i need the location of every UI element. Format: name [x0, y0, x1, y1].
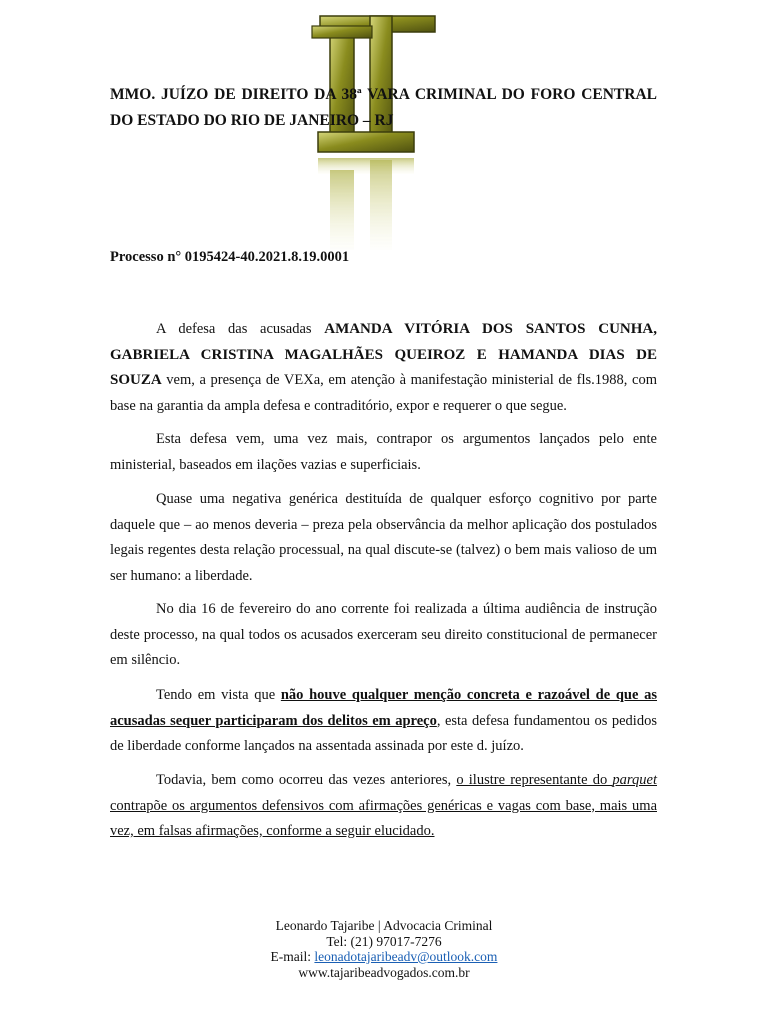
footer-email-line: E-mail: leonadotajaribeadv@outlook.com [270, 949, 498, 964]
court-heading [110, 82, 657, 134]
paragraph-4: No dia 16 de fevereiro do ano corrente foi realizada a última audiência de instrução deste processo, na qual todos os acusados exerceram seu direito constitucional de permanecer em silêncio. [110, 601, 657, 668]
footer-phone: Tel: (21) 97017-7276 [326, 933, 442, 949]
paragraph-6: Todavia, bem como ocorreu das vezes anteriores, o ilustre representante do parquet contrapõe os argumentos defensivos com afirmações genéricas e vagas com base, mais uma vez, em falsas afirmações, conforme a seguir elucidado. [110, 772, 657, 839]
emphasis-text: não houve qualquer menção concreta e razoável de que as acusadas sequer participaram dos delitos em apreço [110, 687, 658, 729]
paragraph-2: Esta defesa vem, uma vez mais, contrapor os argumentos lançados pelo ente ministerial, baseados em ilações vazias e superficiais. [110, 431, 657, 473]
footer-name: Leonardo Tajaribe | Advocacia Criminal [275, 918, 493, 933]
lt-monogram-logo-icon [308, 10, 443, 260]
court-line-1: MMO. JUÍZO DE DIREITO DA 38ª VARA CRIMINAL DO FORO CENTRAL [110, 86, 657, 103]
email-link[interactable]: leonadotajaribeadv@outlook.com [314, 949, 498, 964]
process-number: Processo n° 0195424-40.2021.8.19.0001 [110, 249, 350, 265]
paragraph-1: A defesa das acusadas AMANDA VITÓRIA DOS SANTOS CUNHA, GABRIELA CRISTINA MAGALHÃES QUEIROZ E HAMANDA DIAS DE SOUZA vem, a presença de VEXa, em atenção à manifestação ministerial de fls.1988, com base na garantia da ampla defesa e contraditório, expor e requerer o que segue. [110, 321, 657, 414]
footer-website: www.tajaribeadvogados.com.br [298, 964, 470, 980]
paragraph-3: Quase uma negativa genérica destituída de qualquer esforço cognitivo por parte daquele que – ao menos deveria – preza pela observância da melhor aplicação dos postulados legais regentes desta relação processual, na qual discute-se (talvez) o bem mais valioso de um ser humano: a liberdade. [110, 491, 657, 584]
defendant-names: AMANDA VITÓRIA DOS SANTOS CUNHA, GABRIELA CRISTINA MAGALHÃES QUEIROZ E HAMANDA DIAS DE SOUZA [110, 321, 657, 388]
paragraph-5: Tendo em vista que não houve qualquer menção concreta e razoável de que as acusadas sequer participaram dos delitos em apreço, esta defesa fundamentou os pedidos de liberdade conforme lançados na assentada assinada por este d. juízo. [110, 687, 658, 754]
court-line-2: DO ESTADO DO RIO DE JANEIRO – RJ [110, 112, 394, 129]
letterhead-footer [0, 918, 768, 980]
